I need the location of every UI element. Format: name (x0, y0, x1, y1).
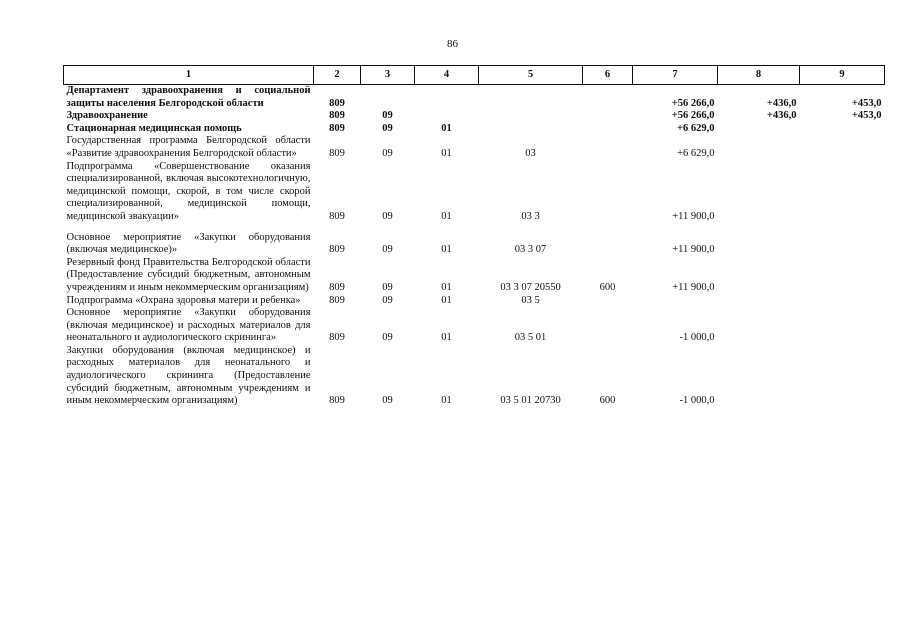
target-article-code (479, 110, 583, 123)
amount-col-8 (718, 135, 800, 160)
target-article-code: 03 3 (521, 210, 540, 222)
budget-table (63, 65, 885, 408)
amount-col-9 (800, 161, 885, 224)
row-name: Резервный фонд Правительства Белгородской области (Предоставление субсидий бюджетным, автономным учреждениям и иным некоммерческим организациям) (66, 256, 311, 293)
table-row (64, 161, 885, 224)
table-row (64, 135, 885, 160)
amount-col-7: +11 900,0 (672, 281, 715, 293)
chapter-code: 809 (329, 395, 345, 407)
amount-col-8 (718, 257, 800, 295)
row-name: Департамент здравоохранения и социальной защиты населения Белгородской области (66, 85, 311, 109)
subsection-code: 01 (441, 395, 452, 407)
subsection-code: 01 (441, 210, 452, 222)
target-article-code: 03 5 01 20730 (500, 395, 561, 407)
amount-col-9 (800, 295, 885, 308)
amount-col-8 (718, 345, 800, 408)
table-row (64, 110, 885, 123)
section-code: 09 (382, 395, 393, 407)
subsection-code (415, 110, 479, 123)
chapter-code: 809 (329, 110, 345, 122)
row-name: Подпрограмма «Совершенствование оказания специализированной, включая высокотехнологичную, медицинской помощи, скорой, в том числе скорой специализированной, медицинской помощи, медицинской эвакуации» (66, 160, 311, 222)
target-article-code: 03 (525, 147, 536, 159)
expense-type-code (583, 85, 633, 111)
expense-type-code (583, 161, 633, 224)
amount-col-7: -1 000,0 (679, 332, 715, 344)
section-code (361, 85, 415, 111)
chapter-code: 809 (329, 281, 345, 293)
subsection-code: 01 (441, 147, 452, 159)
amount-col-7: +56 266,0 (671, 110, 715, 122)
section-code: 09 (382, 110, 393, 122)
subsection-code: 01 (441, 294, 452, 306)
chapter-code: 809 (329, 122, 345, 134)
amount-col-9 (800, 257, 885, 295)
chapter-code: 809 (329, 210, 345, 222)
target-article-code: 03 5 (521, 294, 540, 306)
section-code: 09 (382, 210, 393, 222)
section-code: 09 (382, 122, 393, 134)
chapter-code: 809 (329, 147, 345, 159)
table-row (64, 345, 885, 408)
section-code: 09 (382, 294, 393, 306)
chapter-code: 809 (329, 244, 345, 256)
header-col-7: 7 (633, 66, 718, 85)
header-row (64, 66, 885, 85)
section-code: 09 (382, 244, 393, 256)
amount-col-8 (718, 307, 800, 345)
subsection-code: 01 (441, 332, 452, 344)
subsection-code: 01 (441, 244, 452, 256)
amount-col-8: +436,0 (766, 97, 797, 109)
amount-col-9 (800, 123, 885, 136)
amount-col-7: +11 900,0 (672, 210, 715, 222)
expense-type-code (583, 224, 633, 257)
row-name: Здравоохранение (66, 110, 148, 122)
target-article-code: 03 3 07 20550 (500, 281, 561, 293)
amount-col-9 (800, 345, 885, 408)
amount-col-8: +436,0 (766, 110, 797, 122)
amount-col-9 (800, 224, 885, 257)
amount-col-8 (718, 224, 800, 257)
expense-type-code: 600 (599, 395, 616, 407)
target-article-code: 03 5 01 (514, 332, 547, 344)
row-name: Подпрограмма «Охрана здоровья матери и ребенка» (66, 294, 301, 306)
table-row (64, 123, 885, 136)
amount-col-7: -1 000,0 (679, 395, 715, 407)
expense-type-code (583, 110, 633, 123)
amount-col-7: +11 900,0 (672, 244, 715, 256)
table-row (64, 257, 885, 295)
chapter-code: 809 (329, 294, 345, 306)
amount-col-9: +453,0 (851, 110, 882, 122)
header-col-8: 8 (718, 66, 800, 85)
table-body (64, 85, 885, 408)
page-number: 86 (447, 38, 458, 50)
amount-col-8 (718, 295, 800, 308)
expense-type-code: 600 (599, 281, 616, 293)
table-row (64, 224, 885, 257)
header-col-2: 2 (314, 66, 361, 85)
header-col-4: 4 (415, 66, 479, 85)
row-name: Основное мероприятие «Закупки оборудования (включая медицинское)» (66, 231, 311, 256)
chapter-code: 809 (329, 332, 345, 344)
expense-type-code (583, 307, 633, 345)
expense-type-code (583, 123, 633, 136)
amount-col-9: +453,0 (851, 97, 882, 109)
header-col-6: 6 (583, 66, 633, 85)
target-article-code (479, 123, 583, 136)
table-row (64, 307, 885, 345)
amount-col-9 (800, 307, 885, 345)
amount-col-7: +56 266,0 (671, 97, 715, 109)
row-name: Основное мероприятие «Закупки оборудования (включая медицинское) и расходных материалов для неонатального и аудиологического скрининга» (66, 307, 311, 344)
table-row (64, 85, 885, 111)
target-article-code: 03 3 07 (514, 244, 547, 256)
amount-col-9 (800, 135, 885, 160)
chapter-code: 809 (329, 97, 345, 109)
subsection-code (415, 85, 479, 111)
header-col-5: 5 (479, 66, 583, 85)
section-code: 09 (382, 281, 393, 293)
header-col-9: 9 (800, 66, 885, 85)
section-code: 09 (382, 332, 393, 344)
amount-col-7 (633, 295, 718, 308)
expense-type-code (583, 135, 633, 160)
expense-type-code (583, 295, 633, 308)
target-article-code (479, 85, 583, 111)
header-col-1: 1 (64, 66, 314, 85)
amount-col-8 (718, 123, 800, 136)
amount-col-8 (718, 161, 800, 224)
section-code: 09 (382, 147, 393, 159)
row-name: Государственная программа Белгородской области «Развитие здравоохранения Белгородской области» (66, 135, 311, 159)
subsection-code: 01 (441, 281, 452, 293)
row-name: Закупки оборудования (включая медицинское) и расходных материалов для неонатального и аудиологического скрининга (Предоставление субсидий бюджетным, автономным учреждениям и иным некоммерческим организациям) (66, 344, 311, 407)
header-col-3: 3 (361, 66, 415, 85)
amount-col-7: +6 629,0 (677, 122, 715, 134)
table-row (64, 295, 885, 308)
amount-col-7: +6 629,0 (677, 147, 715, 159)
row-name: Стационарная медицинская помощь (66, 122, 242, 134)
subsection-code: 01 (441, 122, 452, 134)
